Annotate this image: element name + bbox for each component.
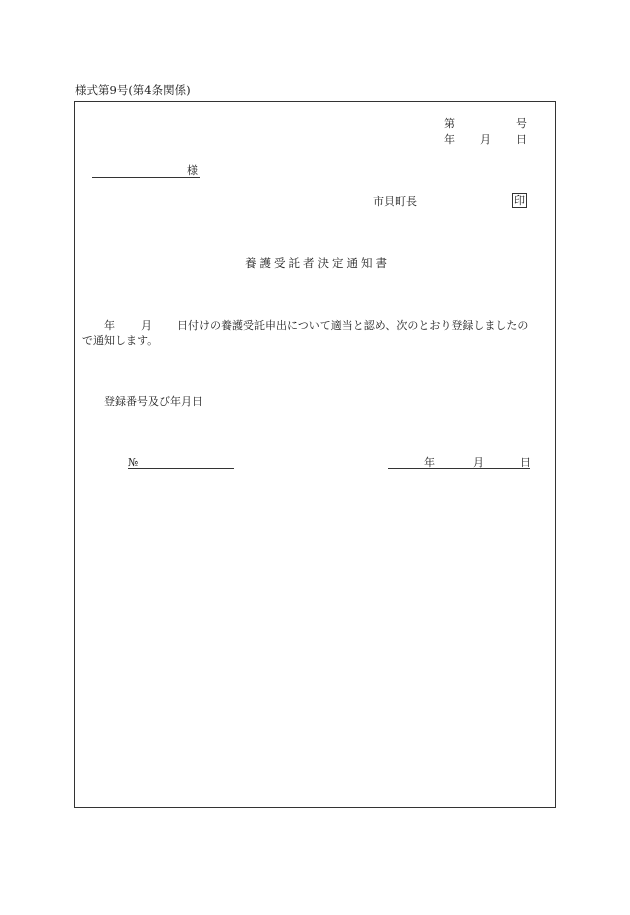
- recipient-suffix: 様: [187, 164, 198, 177]
- body-line2: で通知します。: [82, 334, 159, 347]
- date-year-label: 年: [444, 133, 455, 146]
- document-title: 養護受託者決定通知書: [245, 256, 390, 270]
- document-frame: [74, 101, 556, 808]
- body-year: 年: [104, 319, 115, 332]
- seal-mark: 印: [514, 194, 525, 207]
- registration-year: 年: [424, 456, 435, 469]
- registration-date-line: [388, 468, 530, 469]
- body-month: 月: [141, 319, 152, 332]
- registration-label: 登録番号及び年月日: [104, 395, 203, 408]
- date-month-label: 月: [480, 133, 491, 146]
- body-line1-rest: 日付けの養護受託申出について適当と認め、次のとおり登録しましたの: [177, 319, 529, 332]
- registration-day: 日: [520, 456, 531, 469]
- issuer-name: 市貝町長: [373, 195, 417, 208]
- registration-month: 月: [473, 456, 484, 469]
- dai-label: 第: [444, 117, 455, 130]
- date-day-label: 日: [516, 133, 527, 146]
- recipient-name-line: [92, 177, 200, 178]
- gou-label: 号: [516, 117, 527, 130]
- registration-no-line: [128, 468, 234, 469]
- form-label: 様式第9号(第4条関係): [75, 83, 191, 97]
- registration-no-label: №: [128, 456, 139, 469]
